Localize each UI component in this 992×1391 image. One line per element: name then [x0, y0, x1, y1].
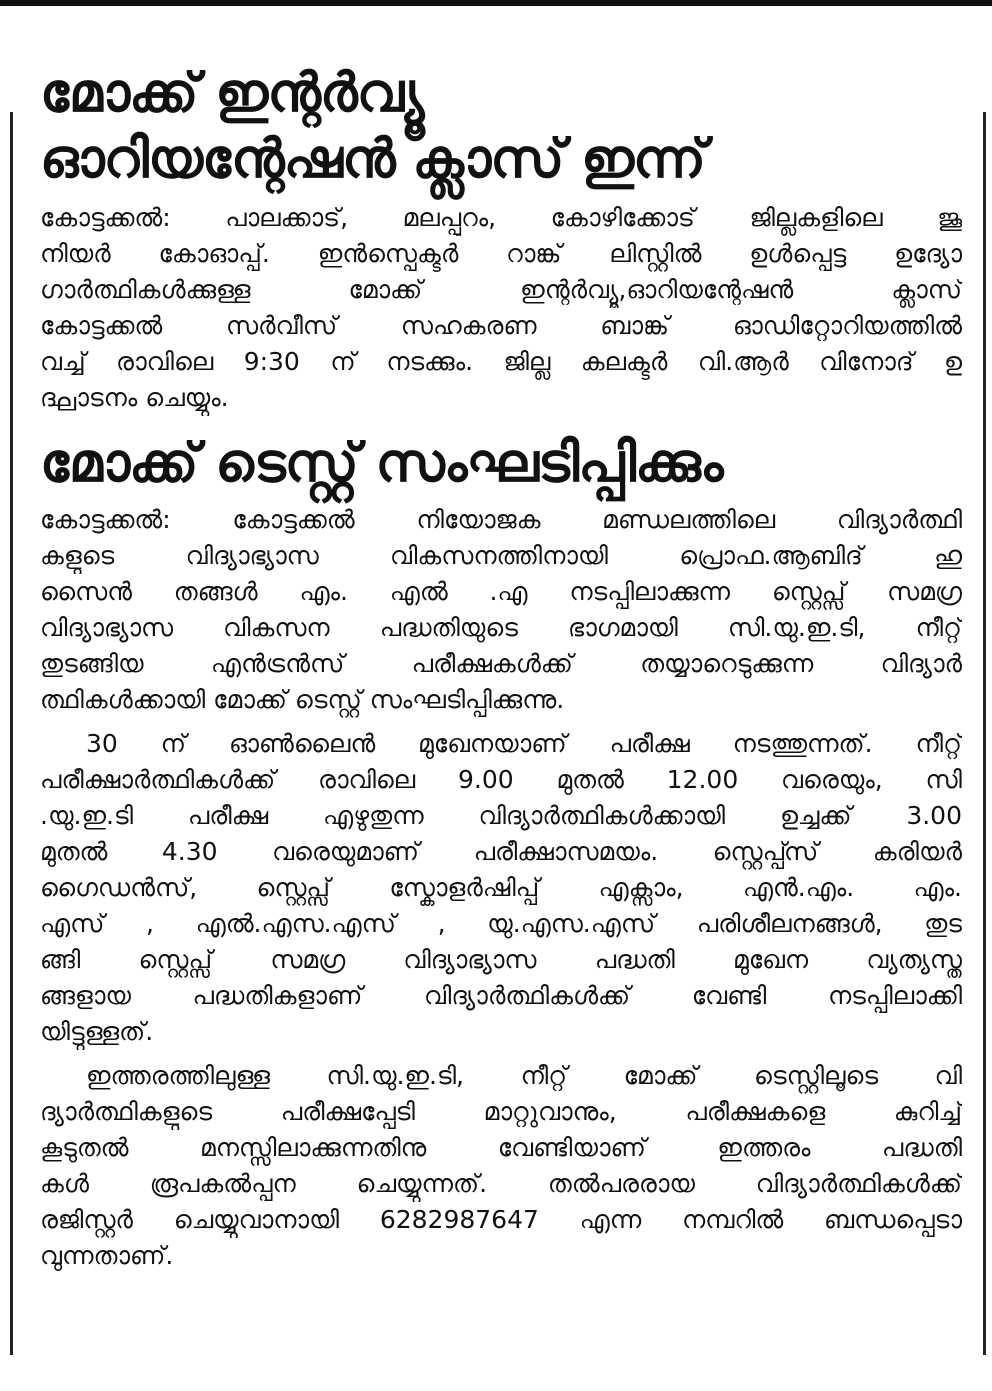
- top-rule: [0, 0, 992, 6]
- body-line: 30 ന് ഓൺലൈൻ മുഖേനയാണ് പരീക്ഷ നടത്തുന്നത്. നീറ്റ്: [86, 729, 962, 758]
- body-line: ഇത്തരത്തിലുള്ള സി.യു.ഇ.ടി, നീറ്റ് മോക്ക് ടെസ്റ്റിലൂടെ വി: [86, 1061, 962, 1090]
- body-line: ദ്ഘാടനം ചെയ്യും.: [40, 383, 229, 412]
- body-line: ഗാർത്ഥികൾക്കുള്ള മോക്ക് ഇന്റർവ്യൂ,ഓറിയന്റേഷൻ ക്ലാസ്: [40, 275, 962, 304]
- body-line: രജിസ്റ്റർ ചെയ്യുവാനായി 6282987647 എന്ന നമ്പറിൽ ബന്ധപ്പെടാ: [40, 1205, 962, 1234]
- body-line: കോട്ടക്കൽ സർവീസ് സഹകരണ ബാങ്ക് ഓഡിറ്റോറിയത്തിൽ: [40, 311, 962, 340]
- body-line: വുന്നതാണ്.: [40, 1241, 174, 1270]
- body-line: ത്ഥികൾക്കായി മോക്ക് ടെസ്റ്റ് സംഘടിപ്പിക്കുന്നു.: [40, 685, 565, 714]
- body-line: .യു.ഇ.ടി പരീക്ഷ എഴുതുന്ന വിദ്യാർത്ഥികൾക്കായി ഉച്ചക്ക് 3.00: [40, 801, 962, 830]
- body-line: വച്ച് രാവിലെ 9:30 ന് നടക്കും. ജില്ല കലക്ടർ വി.ആർ വിനോദ് ഉ: [40, 347, 962, 376]
- body-line: കോട്ടക്കൽ: കോട്ടക്കൽ നിയോജക മണ്ഡലത്തിലെ വിദ്യാർത്ഥി: [40, 505, 962, 534]
- body-line: കളുടെ വിദ്യാഭ്യാസ വികസനത്തിനായി പ്രൊഫ.ആബിദ് ഹു: [40, 541, 962, 570]
- news-clipping: [40, 60, 962, 1274]
- body-line: വിദ്യാഭ്യാസ വികസന പദ്ധതിയുടെ ഭാഗമായി സി.യു.ഇ.ടി, നീറ്റ്: [40, 613, 962, 642]
- body-line: കൾ രൂപകൽപ്പന ചെയ്യുന്നത്. തൽപരരായ വിദ്യാർത്ഥികൾക്ക്: [40, 1169, 962, 1198]
- body-line: യിട്ടുള്ളത്.: [40, 1017, 154, 1046]
- article-mock-interview: [40, 60, 962, 416]
- body-line: സൈൻ തങ്ങൾ എം. എൽ .എ നടപ്പിലാക്കുന്ന സ്റ്റെപ്സ് സമഗ്ര: [40, 577, 962, 606]
- headline-line: മോക്ക് ഇന്റർവ്യൂ: [40, 61, 424, 124]
- body-line: കൂടുതൽ മനസ്സിലാക്കുന്നതിനു വേണ്ടിയാണ് ഇത്തരം പദ്ധതി: [40, 1133, 962, 1162]
- body-line: മുതൽ 4.30 വരെയുമാണ് പരീക്ഷാസമയം. സ്റ്റെപ്പ്സ് കരിയർ: [40, 837, 962, 866]
- paragraph: [40, 1058, 962, 1274]
- left-column-rule: [10, 112, 13, 1355]
- body-line: ങ്ങളായ പദ്ധതികളാണ് വിദ്യാർത്ഥികൾക്ക് വേണ്ടി നടപ്പിലാക്കി: [40, 981, 962, 1010]
- paragraph: [40, 502, 962, 718]
- body-line: കോട്ടക്കൽ: പാലക്കാട്, മലപ്പുറം, കോഴിക്കോട് ജില്ലകളിലെ ജൂ: [40, 203, 962, 232]
- body-line: ഗൈഡൻസ്, സ്റ്റെപ്സ് സ്കോളർഷിപ്പ് എക്സാം, എൻ.എം. എം.: [40, 873, 962, 902]
- right-column-rule: [983, 112, 986, 1355]
- body-line: ങ്ങി സ്റ്റെപ്സ് സമഗ്ര വിദ്യാഭ്യാസ പദ്ധതി മുഖേന വ്യത്യസ്ത: [40, 945, 962, 974]
- headline: മോക്ക് ടെസ്റ്റ് സംഘടിപ്പിക്കും: [40, 431, 723, 494]
- article-body: [40, 200, 962, 416]
- body-line: തുടങ്ങിയ എൻട്രൻസ് പരീക്ഷകൾക്ക് തയ്യാറെടുക്കുന്ന വിദ്യാർ: [40, 649, 962, 678]
- headline-line: ഓറിയന്റേഷൻ ക്ലാസ് ഇന്ന്: [40, 127, 706, 190]
- article-mock-test: [40, 430, 962, 1274]
- body-line: നിയർ കോഓപ്പ്. ഇൻസ്പെക്ടർ റാങ്ക് ലിസ്റ്റിൽ ഉൾപ്പെട്ട ഉദ്യോ: [40, 239, 962, 268]
- body-line: ദ്യാർത്ഥികളുടെ പരീക്ഷപ്പേടി മാറ്റുവാനും, പരീക്ഷകളെ കുറിച്ച്: [40, 1097, 962, 1126]
- body-line: പരീക്ഷാർത്ഥികൾക്ക് രാവിലെ 9.00 മുതൽ 12.00 വരെയും, സി: [40, 765, 962, 794]
- body-line: എസ് , എൽ.എസ.എസ് , യു.എസ.എസ് പരിശീലനങ്ങൾ, തുട: [40, 909, 962, 938]
- paragraph: [40, 726, 962, 1050]
